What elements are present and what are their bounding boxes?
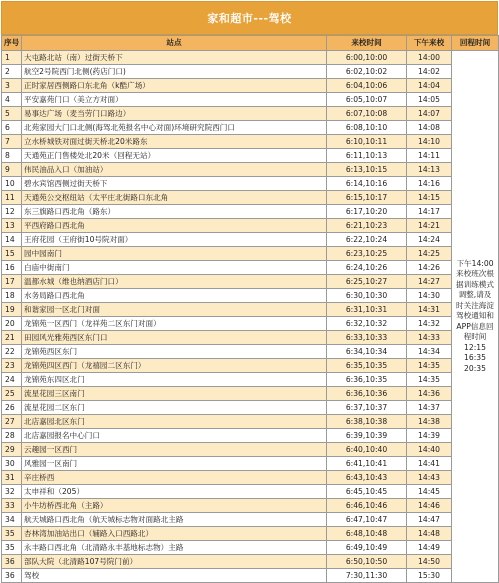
row-stop: 温都水城（维也纳酒店门口）: [22, 275, 327, 289]
table-row: [2, 317, 499, 331]
row-arrive-time: 6:25,10:27: [327, 275, 407, 289]
row-arrive-time: 6:14,10:16: [327, 177, 407, 191]
row-stop: 辛庄桥西: [22, 471, 327, 485]
row-number: 17: [2, 275, 22, 289]
table-row: [2, 415, 499, 429]
row-number: 32: [2, 485, 22, 499]
table-row: [2, 401, 499, 415]
table-row: [2, 205, 499, 219]
row-stop: 航天城路口西北角（航天城标志物对面路北主路: [22, 513, 327, 527]
row-stop: 龙锦苑东四区北门: [22, 373, 327, 387]
row-afternoon-time: 14:16: [407, 177, 452, 191]
table-row: [2, 345, 499, 359]
table-row: [2, 219, 499, 233]
row-arrive-time: 6:49,10:49: [327, 541, 407, 555]
row-afternoon-time: 14:38: [407, 415, 452, 429]
table-row: [2, 289, 499, 303]
row-number: 13: [2, 219, 22, 233]
table-row: [2, 359, 499, 373]
row-afternoon-time: 14:00: [407, 51, 452, 65]
row-afternoon-time: 14:05: [407, 93, 452, 107]
row-stop: 杏林湾加油站出口（辅路入口西路北）: [22, 527, 327, 541]
schedule-table: [1, 35, 499, 583]
table-row: [2, 443, 499, 457]
row-stop: 平安嘉苑门口（美立方对面）: [22, 93, 327, 107]
row-number: 29: [2, 443, 22, 457]
row-stop: 大屯路北站（南）过街天桥下: [22, 51, 327, 65]
row-afternoon-time: 14:02: [407, 65, 452, 79]
row-number: 22: [2, 345, 22, 359]
row-arrive-time: 6:02,10:02: [327, 65, 407, 79]
row-afternoon-time: 14:17: [407, 205, 452, 219]
row-afternoon-time: 14:08: [407, 121, 452, 135]
row-stop: 风雅园一区南门: [22, 457, 327, 471]
row-number: 16: [2, 261, 22, 275]
row-stop: 天通苑公交枢纽站（太平庄北街路口东北角: [22, 191, 327, 205]
table-row: [2, 149, 499, 163]
row-arrive-time: 6:15,10:17: [327, 191, 407, 205]
row-stop: 太申祥和（205）: [22, 485, 327, 499]
table-row: [2, 79, 499, 93]
row-number: 21: [2, 331, 22, 345]
header-arrive-time: 来校时间: [327, 36, 407, 51]
row-afternoon-time: 14:34: [407, 345, 452, 359]
row-stop: 小牛坊桥西北角（主路）: [22, 499, 327, 513]
table-row: [2, 65, 499, 79]
row-stop: 正时家居西侧路口东北角（k酷广场）: [22, 79, 327, 93]
row-stop: 北苑家园大门口北侧(海驾北苑报名中心对面)环境研究院西门口: [22, 121, 327, 135]
sheet-title: 家和超市---驾校: [1, 1, 498, 35]
table-row: [2, 275, 499, 289]
return-note: 下午14:00来校班次根据训练模式调整,请及时关注海淀驾校通知和APP信息回程时间12:15 16:35 20:35: [452, 51, 499, 583]
row-arrive-time: 6:23,10:25: [327, 247, 407, 261]
row-number: 1: [2, 51, 22, 65]
table-row: [2, 261, 499, 275]
row-number: 24: [2, 373, 22, 387]
row-arrive-time: 6:35,10:35: [327, 359, 407, 373]
table-row: [2, 163, 499, 177]
row-afternoon-time: 14:26: [407, 261, 452, 275]
row-arrive-time: 6:50,10:50: [327, 555, 407, 569]
table-row: [2, 387, 499, 401]
row-afternoon-time: 14:46: [407, 499, 452, 513]
row-number: 19: [2, 303, 22, 317]
header-return-time: 回程时间: [452, 36, 499, 51]
row-arrive-time: 6:40,10:40: [327, 443, 407, 457]
row-arrive-time: 7:30,11:30: [327, 569, 407, 583]
row-number: 9: [2, 163, 22, 177]
row-number: 35: [2, 527, 22, 541]
row-afternoon-time: 14:41: [407, 457, 452, 471]
table-row: [2, 555, 499, 569]
row-arrive-time: 6:17,10:20: [327, 205, 407, 219]
header-number: 序号: [2, 36, 22, 51]
table-row: [2, 233, 499, 247]
row-arrive-time: 6:41,10:41: [327, 457, 407, 471]
row-stop: 永丰路口西北角（北清路永丰基地标志物）主路: [22, 541, 327, 555]
row-arrive-time: 6:34,10:34: [327, 345, 407, 359]
row-arrive-time: 6:24,10:26: [327, 261, 407, 275]
table-row: [2, 51, 499, 65]
row-afternoon-time: 14:04: [407, 79, 452, 93]
row-number: 26: [2, 401, 22, 415]
row-arrive-time: 6:33,10:33: [327, 331, 407, 345]
table-row: [2, 135, 499, 149]
row-afternoon-time: 14:10: [407, 135, 452, 149]
row-number: 3: [2, 79, 22, 93]
row-arrive-time: 6:46,10:46: [327, 499, 407, 513]
row-arrive-time: 6:36,10:35: [327, 373, 407, 387]
row-stop: 王府花园（王府街10号院对面）: [22, 233, 327, 247]
row-arrive-time: 6:08,10:10: [327, 121, 407, 135]
row-afternoon-time: 14:25: [407, 247, 452, 261]
row-afternoon-time: 14:39: [407, 429, 452, 443]
table-row: [2, 247, 499, 261]
row-afternoon-time: 14:47: [407, 513, 452, 527]
row-arrive-time: 6:05,10:07: [327, 93, 407, 107]
row-afternoon-time: 14:37: [407, 401, 452, 415]
table-row: [2, 541, 499, 555]
row-number: 7: [2, 135, 22, 149]
row-stop: 水务局路口西北角: [22, 289, 327, 303]
row-arrive-time: 6:45,10:45: [327, 485, 407, 499]
row-arrive-time: 6:07,10:08: [327, 107, 407, 121]
row-number: 6: [2, 121, 22, 135]
row-arrive-time: 6:48,10:48: [327, 527, 407, 541]
row-arrive-time: 6:13,10:15: [327, 163, 407, 177]
row-number: 33: [2, 499, 22, 513]
row-stop: 龙锦苑四区西门（龙禧园二区东门）: [22, 359, 327, 373]
row-stop: 云趣园一区西门: [22, 443, 327, 457]
header-stop: 站点: [22, 36, 327, 51]
row-afternoon-time: 14:33: [407, 331, 452, 345]
table-row: [2, 177, 499, 191]
table-row: [2, 331, 499, 345]
row-number: 31: [2, 471, 22, 485]
row-arrive-time: 6:37,10:37: [327, 401, 407, 415]
row-afternoon-time: 14:11: [407, 149, 452, 163]
row-number: 14: [2, 233, 22, 247]
table-row: [2, 527, 499, 541]
row-afternoon-time: 14:48: [407, 527, 452, 541]
row-number: 2: [2, 65, 22, 79]
row-arrive-time: 6:30,10:30: [327, 289, 407, 303]
row-number: 25: [2, 387, 22, 401]
row-stop: 伟民油品入口（加油站）: [22, 163, 327, 177]
row-number: 8: [2, 149, 22, 163]
row-afternoon-time: 14:32: [407, 317, 452, 331]
row-arrive-time: 6:32,10:32: [327, 317, 407, 331]
table-row: [2, 513, 499, 527]
row-arrive-time: 6:21,10:23: [327, 219, 407, 233]
row-stop: 东三旗路口西北角（路东）: [22, 205, 327, 219]
row-afternoon-time: 14:21: [407, 219, 452, 233]
table-row: [2, 569, 499, 583]
row-number: 36: [2, 555, 22, 569]
row-afternoon-time: 15:30: [407, 569, 452, 583]
row-arrive-time: 6:38,10:38: [327, 415, 407, 429]
row-afternoon-time: 14:35: [407, 373, 452, 387]
table-row: [2, 107, 499, 121]
table-body: [2, 51, 499, 583]
row-stop: 驾校: [22, 569, 327, 583]
row-stop: 和谐家园一区北门对面: [22, 303, 327, 317]
row-stop: 平西府路口西北角: [22, 219, 327, 233]
row-stop: 流星花园二区东门: [22, 401, 327, 415]
row-arrive-time: 6:22,10:24: [327, 233, 407, 247]
row-stop: 航空2号院西门北侧(药店门口): [22, 65, 327, 79]
row-stop: 园中园南门: [22, 247, 327, 261]
row-afternoon-time: 14:50: [407, 555, 452, 569]
table-row: [2, 303, 499, 317]
row-stop: 北店嘉园北区东门: [22, 415, 327, 429]
row-stop: 易事达广场（麦当劳门口路边）: [22, 107, 327, 121]
row-arrive-time: 6:11,10:13: [327, 149, 407, 163]
row-number: 28: [2, 429, 22, 443]
row-stop: 部队大院（北清路107号院门前）: [22, 555, 327, 569]
row-stop: 田园风光雅苑西区东门口: [22, 331, 327, 345]
row-stop: 流星花园三区南门: [22, 387, 327, 401]
row-stop: 龙锦苑西区东门: [22, 345, 327, 359]
row-afternoon-time: 14:15: [407, 191, 452, 205]
row-number: 15: [2, 247, 22, 261]
row-afternoon-time: 14:07: [407, 107, 452, 121]
row-arrive-time: 6:04,10:06: [327, 79, 407, 93]
row-arrive-time: 6:00,10:00: [327, 51, 407, 65]
row-afternoon-time: 14:13: [407, 163, 452, 177]
header-row: [2, 36, 499, 51]
table-row: [2, 429, 499, 443]
table-row: [2, 121, 499, 135]
row-afternoon-time: 14:30: [407, 289, 452, 303]
row-number: 5: [2, 107, 22, 121]
table-row: [2, 93, 499, 107]
row-arrive-time: 6:47,10:47: [327, 513, 407, 527]
row-arrive-time: 6:10,10:11: [327, 135, 407, 149]
row-number: 10: [2, 177, 22, 191]
row-afternoon-time: 14:35: [407, 359, 452, 373]
row-number: 27: [2, 415, 22, 429]
row-number: 11: [2, 191, 22, 205]
row-number: 35: [2, 541, 22, 555]
row-stop: 白庙中街南门: [22, 261, 327, 275]
header-afternoon: 下午来校: [407, 36, 452, 51]
table-row: [2, 191, 499, 205]
table-row: [2, 373, 499, 387]
table-row: [2, 499, 499, 513]
row-stop: 碧水宾馆西侧过街天桥下: [22, 177, 327, 191]
row-number: 12: [2, 205, 22, 219]
row-number: 20: [2, 317, 22, 331]
row-arrive-time: 6:43,10:43: [327, 471, 407, 485]
row-afternoon-time: 14:43: [407, 471, 452, 485]
row-afternoon-time: 14:36: [407, 387, 452, 401]
row-afternoon-time: 14:27: [407, 275, 452, 289]
table-row: [2, 457, 499, 471]
row-arrive-time: 6:39,10:39: [327, 429, 407, 443]
row-number: 36: [2, 569, 22, 583]
row-arrive-time: 6:36,10:36: [327, 387, 407, 401]
row-stop: 天通苑正门售楼处北20米（回程无站）: [22, 149, 327, 163]
schedule-sheet: [1, 1, 498, 583]
table-row: [2, 485, 499, 499]
row-number: 34: [2, 513, 22, 527]
row-afternoon-time: 14:31: [407, 303, 452, 317]
row-afternoon-time: 14:24: [407, 233, 452, 247]
row-number: 23: [2, 359, 22, 373]
table-row: [2, 471, 499, 485]
row-afternoon-time: 14:40: [407, 443, 452, 457]
row-stop: 龙锦苑一区西门（龙祥苑二区东门对面）: [22, 317, 327, 331]
row-number: 4: [2, 93, 22, 107]
row-arrive-time: 6:31,10:31: [327, 303, 407, 317]
row-afternoon-time: 14:49: [407, 541, 452, 555]
row-afternoon-time: 14:45: [407, 485, 452, 499]
row-stop: 立水桥城铁对面过街天桥北20米路东: [22, 135, 327, 149]
row-number: 30: [2, 457, 22, 471]
row-number: 18: [2, 289, 22, 303]
row-stop: 北店嘉园报名中心门口: [22, 429, 327, 443]
